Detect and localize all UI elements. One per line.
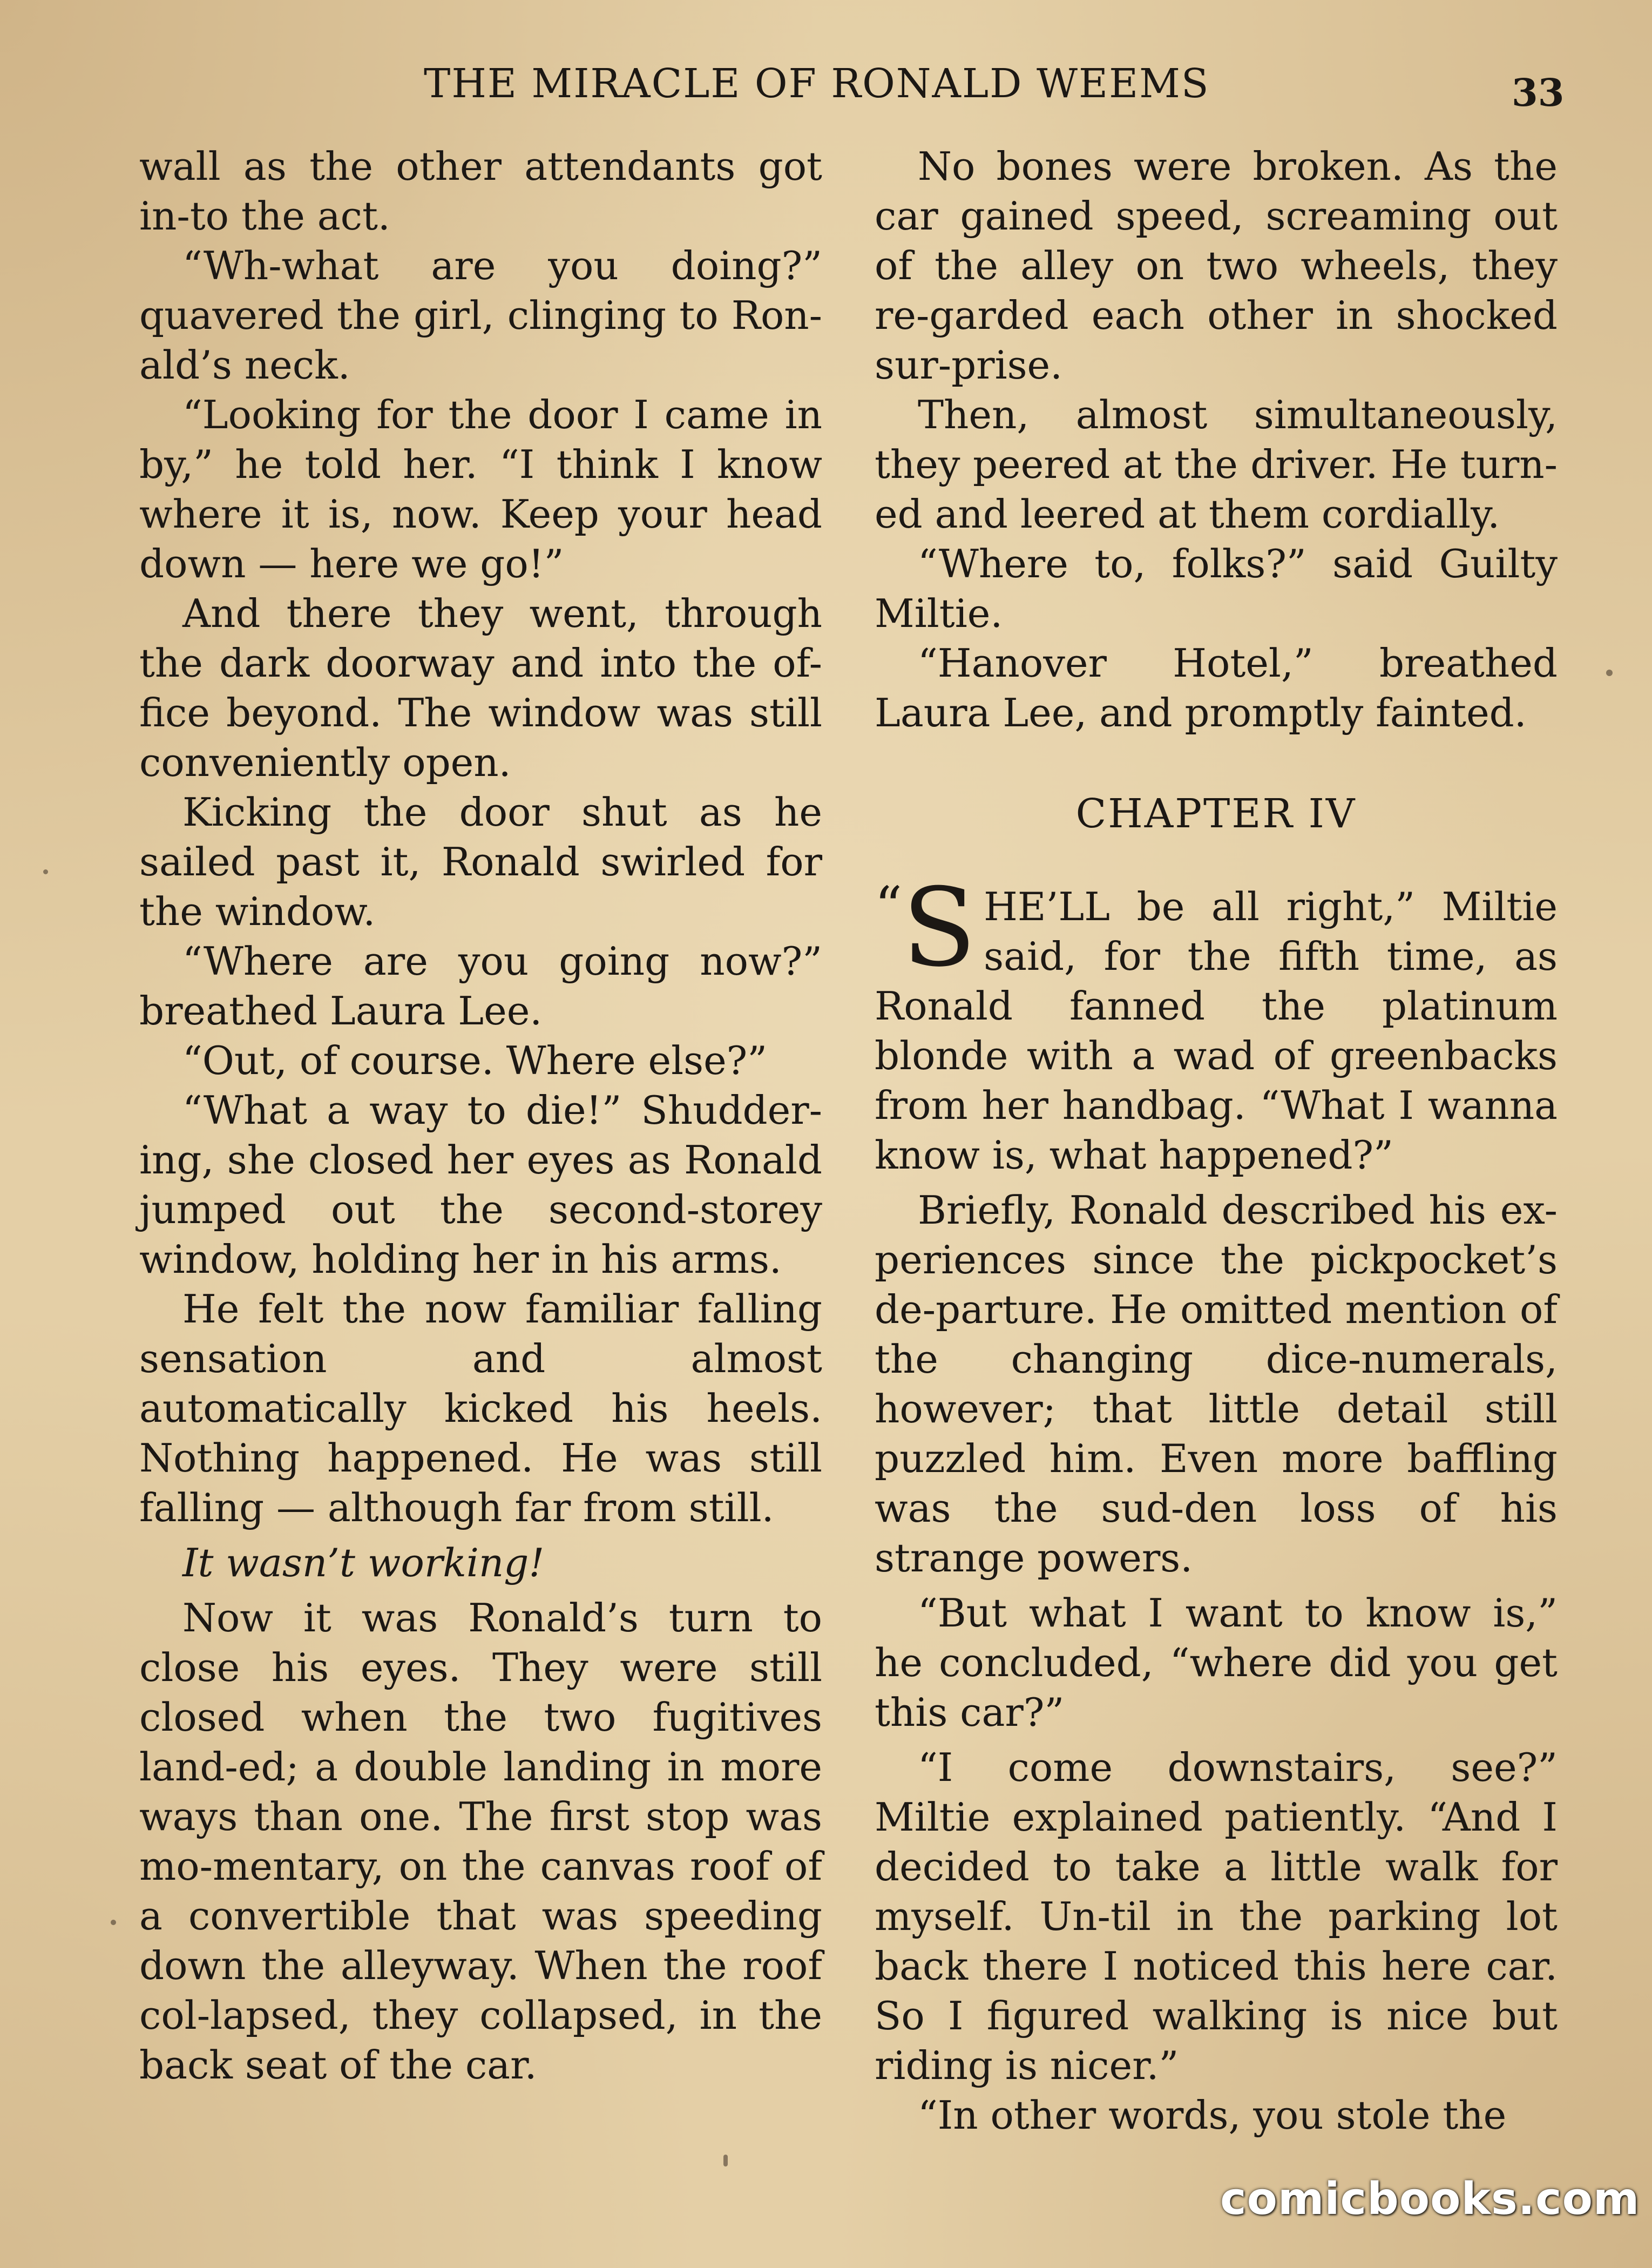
chapter-opening-text: HE’LL be all right,” Miltie said, for the fifth time, as Ronald fanned the platinum blonde with a wad of greenbacks from her handbag. “What I wanna know is, what happened?” [875,884,1558,1178]
running-head: THE MIRACLE OF RONALD WEEMS [424,60,1210,107]
paragraph: “What a way to die!” Shudder-ing, she closed her eyes as Ronald jumped out the second-storey window, holding her in his arms. [139,1088,822,1282]
paper-speck [723,2155,728,2166]
paper-speck [111,1920,116,1925]
paragraph: “Where are you going now?” breathed Laura Lee. [139,939,822,1034]
page-number: 33 [1512,70,1565,115]
chapter-opening-paragraph [875,865,1558,1180]
paragraph: Then, almost simultaneously, they peered at the driver. He turn-ed and leered at them cordially. [875,392,1558,537]
paragraph: “Looking for the door I came in by,” he told her. “I think I know where it is, now. Keep your head down — here we go!” [139,392,822,586]
watermark-logo: comicbooks.com [1220,2174,1640,2225]
paragraph: Kicking the door shut as he sailed past it, Ronald swirled for the window. [139,789,822,934]
italic-paragraph: It wasn’t working! [182,1540,545,1585]
paper-speck [43,869,48,874]
paragraph: He felt the now familiar falling sensation and almost automatically kicked his heels. Nothing happened. He was still falling — although far from still. [139,1286,822,1530]
paragraph: “Wh-what are you doing?” quavered the girl, clinging to Ron-ald’s neck. [139,243,822,388]
right-column [875,141,1558,2140]
chapter-heading: CHAPTER IV [1075,791,1357,837]
paragraph: Now it was Ronald’s turn to close his eyes. They were still closed when the two fugitives land-ed; a double landing in more ways than one. The first stop was mo-mentary, on the canvas roof of a convertible that was speeding down the alleyway. When the roof col-lapsed, they collapsed, in the back seat of the car. [139,1595,822,2088]
paragraph: No bones were broken. As the car gained speed, screaming out of the alley on two wheels, they re-garded each other in shocked sur-prise. [875,144,1558,388]
paragraph: “But what I want to know is,” he concluded, “where did you get this car?” [875,1590,1558,1735]
paragraph: “In other words, you stole the [918,2092,1507,2138]
paragraph: “Out, of course. Where else?” [182,1038,768,1083]
paragraph: wall as the other attendants got in-to the act. [139,144,822,239]
paragraph: Briefly, Ronald described his ex-periences since the pickpocket’s de-parture. He omitted mention of the changing dice-numerals, however; that little detail still puzzled him. Even more baffling was the sud-den loss of his strange powers. [875,1187,1558,1581]
left-column [139,141,822,2090]
paragraph: And there they went, through the dark doorway and into the of-fice beyond. The window was still conveniently open. [139,591,822,785]
paper-speck [1606,670,1613,676]
drop-cap-letter: S [902,865,977,991]
drop-cap [875,865,977,991]
paragraph: “Hanover Hotel,” breathed Laura Lee, and promptly fainted. [875,640,1558,735]
paragraph: “I come downstairs, see?” Miltie explained patiently. “And I decided to take a little walk for myself. Un-til in the parking lot back there I noticed this here car. So I figured walking is nice but riding is nicer.” [875,1745,1558,2088]
drop-cap-quote: “ [875,875,903,938]
paragraph: “Where to, folks?” said Guilty Miltie. [875,541,1558,636]
